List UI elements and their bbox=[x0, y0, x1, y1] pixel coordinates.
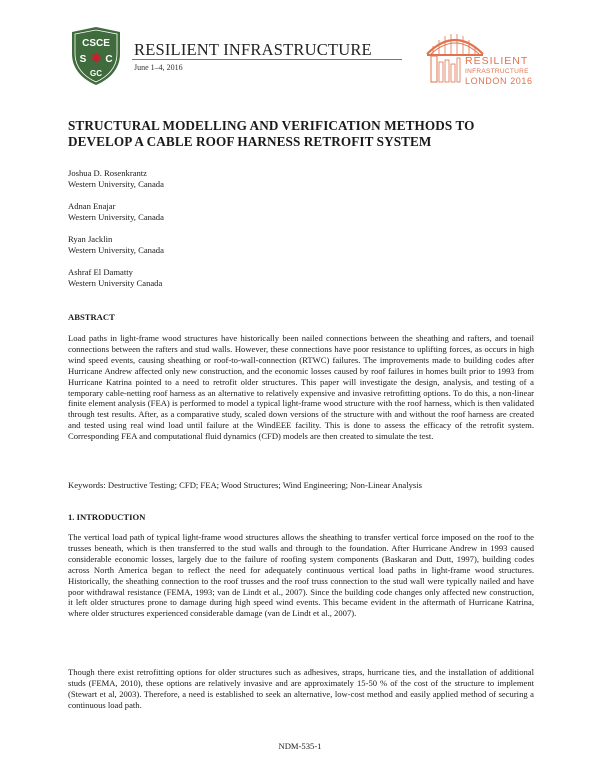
abstract-text: Load paths in light-frame wood structures have historically been nailed connections between the sheathing and rafters, and toenail connections between the rafters and stud walls. However, these connections have poor resistance to uplifting forces, as occurs in high wind speed events, causing sheathing or roof-to-wall-connection (RTWC) failures. The improvements made to building codes after Hurricane Andrew affected only new construction, and the economic losses caused by roof failures in homes built prior to 1993 from Hurricane Katrina pointed to a need to retrofit older structures. This paper will investigate the design, analysis, and testing of a temporary cable-netting roof harness as an alternative to relatively expensive and invasive retrofitting options. To do this, a non-linear finite element analysis (FEA) is performed to model a typical light-frame wood structure with the roof harness, which is then validated through test results. After, as a comparative study, scaled down versions of the structure with and without the roof harness are created and tested using real wind load until failure at the WindEEE facility. This is done to assess the efficacy of the retrofit system. Corresponding FEA and computational fluid dynamics (CFD) models are then created to simulate the test. bbox=[68, 333, 534, 442]
keywords: Keywords: Destructive Testing; CFD; FEA; Wood Structures; Wind Engineering; Non-Linear Analysis bbox=[68, 480, 423, 490]
paper-title bbox=[68, 118, 538, 150]
paper-title-line: DEVELOP A CABLE ROOF HARNESS RETROFIT SYSTEM bbox=[68, 134, 432, 149]
author-name: Ryan Jacklin bbox=[68, 234, 113, 244]
introduction-heading: 1. INTRODUCTION bbox=[68, 512, 146, 522]
conference-title: RESILIENT INFRASTRUCTURE bbox=[134, 40, 372, 59]
author-affiliation: Western University, Canada bbox=[68, 245, 164, 255]
csce-logo-top: CSCE bbox=[82, 38, 110, 49]
author-affiliation: Western University, Canada bbox=[68, 212, 164, 222]
introduction-paragraph-1: The vertical load path of typical light-frame wood structures allows the sheathing to transfer vertical force imposed on the roof to the trusses beneath, which is then transferred to the stud walls and through to the foundation. After Hurricane Andrew in 1993 caused considerable economic losses, largely due to the failure of roofing system components (Baskaran and Dutt, 1997), building codes across North America began to reflect the need for adequately continuous vertical load paths in light-frame wood structures. Historically, the sheathing connection to the roof trusses and the roof truss connection to the stud wall were typically nailed and have poor withdrawal resistance (FEMA, 1993; van de Lindt et al., 2007). Since the building code changes only affected new construction, it left older structures prone to damage during high speed wind events. This became evident in the aftermath of Hurricane Katrina, where older structures experienced considerable damage (van de Lindt et al., 2007). bbox=[68, 532, 534, 619]
author-list bbox=[68, 168, 164, 300]
event-logo-name: RESILIENT bbox=[465, 55, 529, 67]
conference-date: June 1–4, 2016 bbox=[134, 63, 183, 72]
csce-logo-right: C bbox=[105, 54, 113, 65]
event-logo-subtitle: INFRASTRUCTURE bbox=[465, 68, 529, 75]
event-logo-location: LONDON 2016 bbox=[465, 76, 533, 86]
author-affiliation: Western University Canada bbox=[68, 278, 163, 288]
author-block bbox=[68, 201, 164, 223]
abstract-heading: ABSTRACT bbox=[68, 312, 115, 322]
page-number: NDM-535-1 bbox=[278, 741, 322, 751]
author-block bbox=[68, 234, 164, 256]
csce-logo-bottom: GC bbox=[90, 69, 102, 78]
author-name: Adnan Enajar bbox=[68, 201, 116, 211]
csce-logo-left: S bbox=[79, 54, 87, 65]
author-affiliation: Western University, Canada bbox=[68, 179, 164, 189]
csce-logo bbox=[66, 24, 126, 88]
introduction-paragraph-2: Though there exist retrofitting options for older structures such as adhesives, straps, hurricane ties, and the installation of additional studs (FEMA, 2010), these options are relatively invasive and are approximately 15-50 % of the cost of the structure to implement (Stewart et al, 2003). Therefore, a need is established to seek an alternative, low-cost method and easily applied method of securing a continuous load path. bbox=[68, 667, 534, 710]
author-block bbox=[68, 168, 164, 190]
author-name: Ashraf El Damatty bbox=[68, 267, 133, 277]
author-name: Joshua D. Rosenkrantz bbox=[68, 168, 148, 178]
paper-title-line: STRUCTURAL MODELLING AND VERIFICATION METHODS TO bbox=[68, 118, 475, 133]
author-block bbox=[68, 267, 164, 289]
header-divider bbox=[132, 59, 402, 60]
